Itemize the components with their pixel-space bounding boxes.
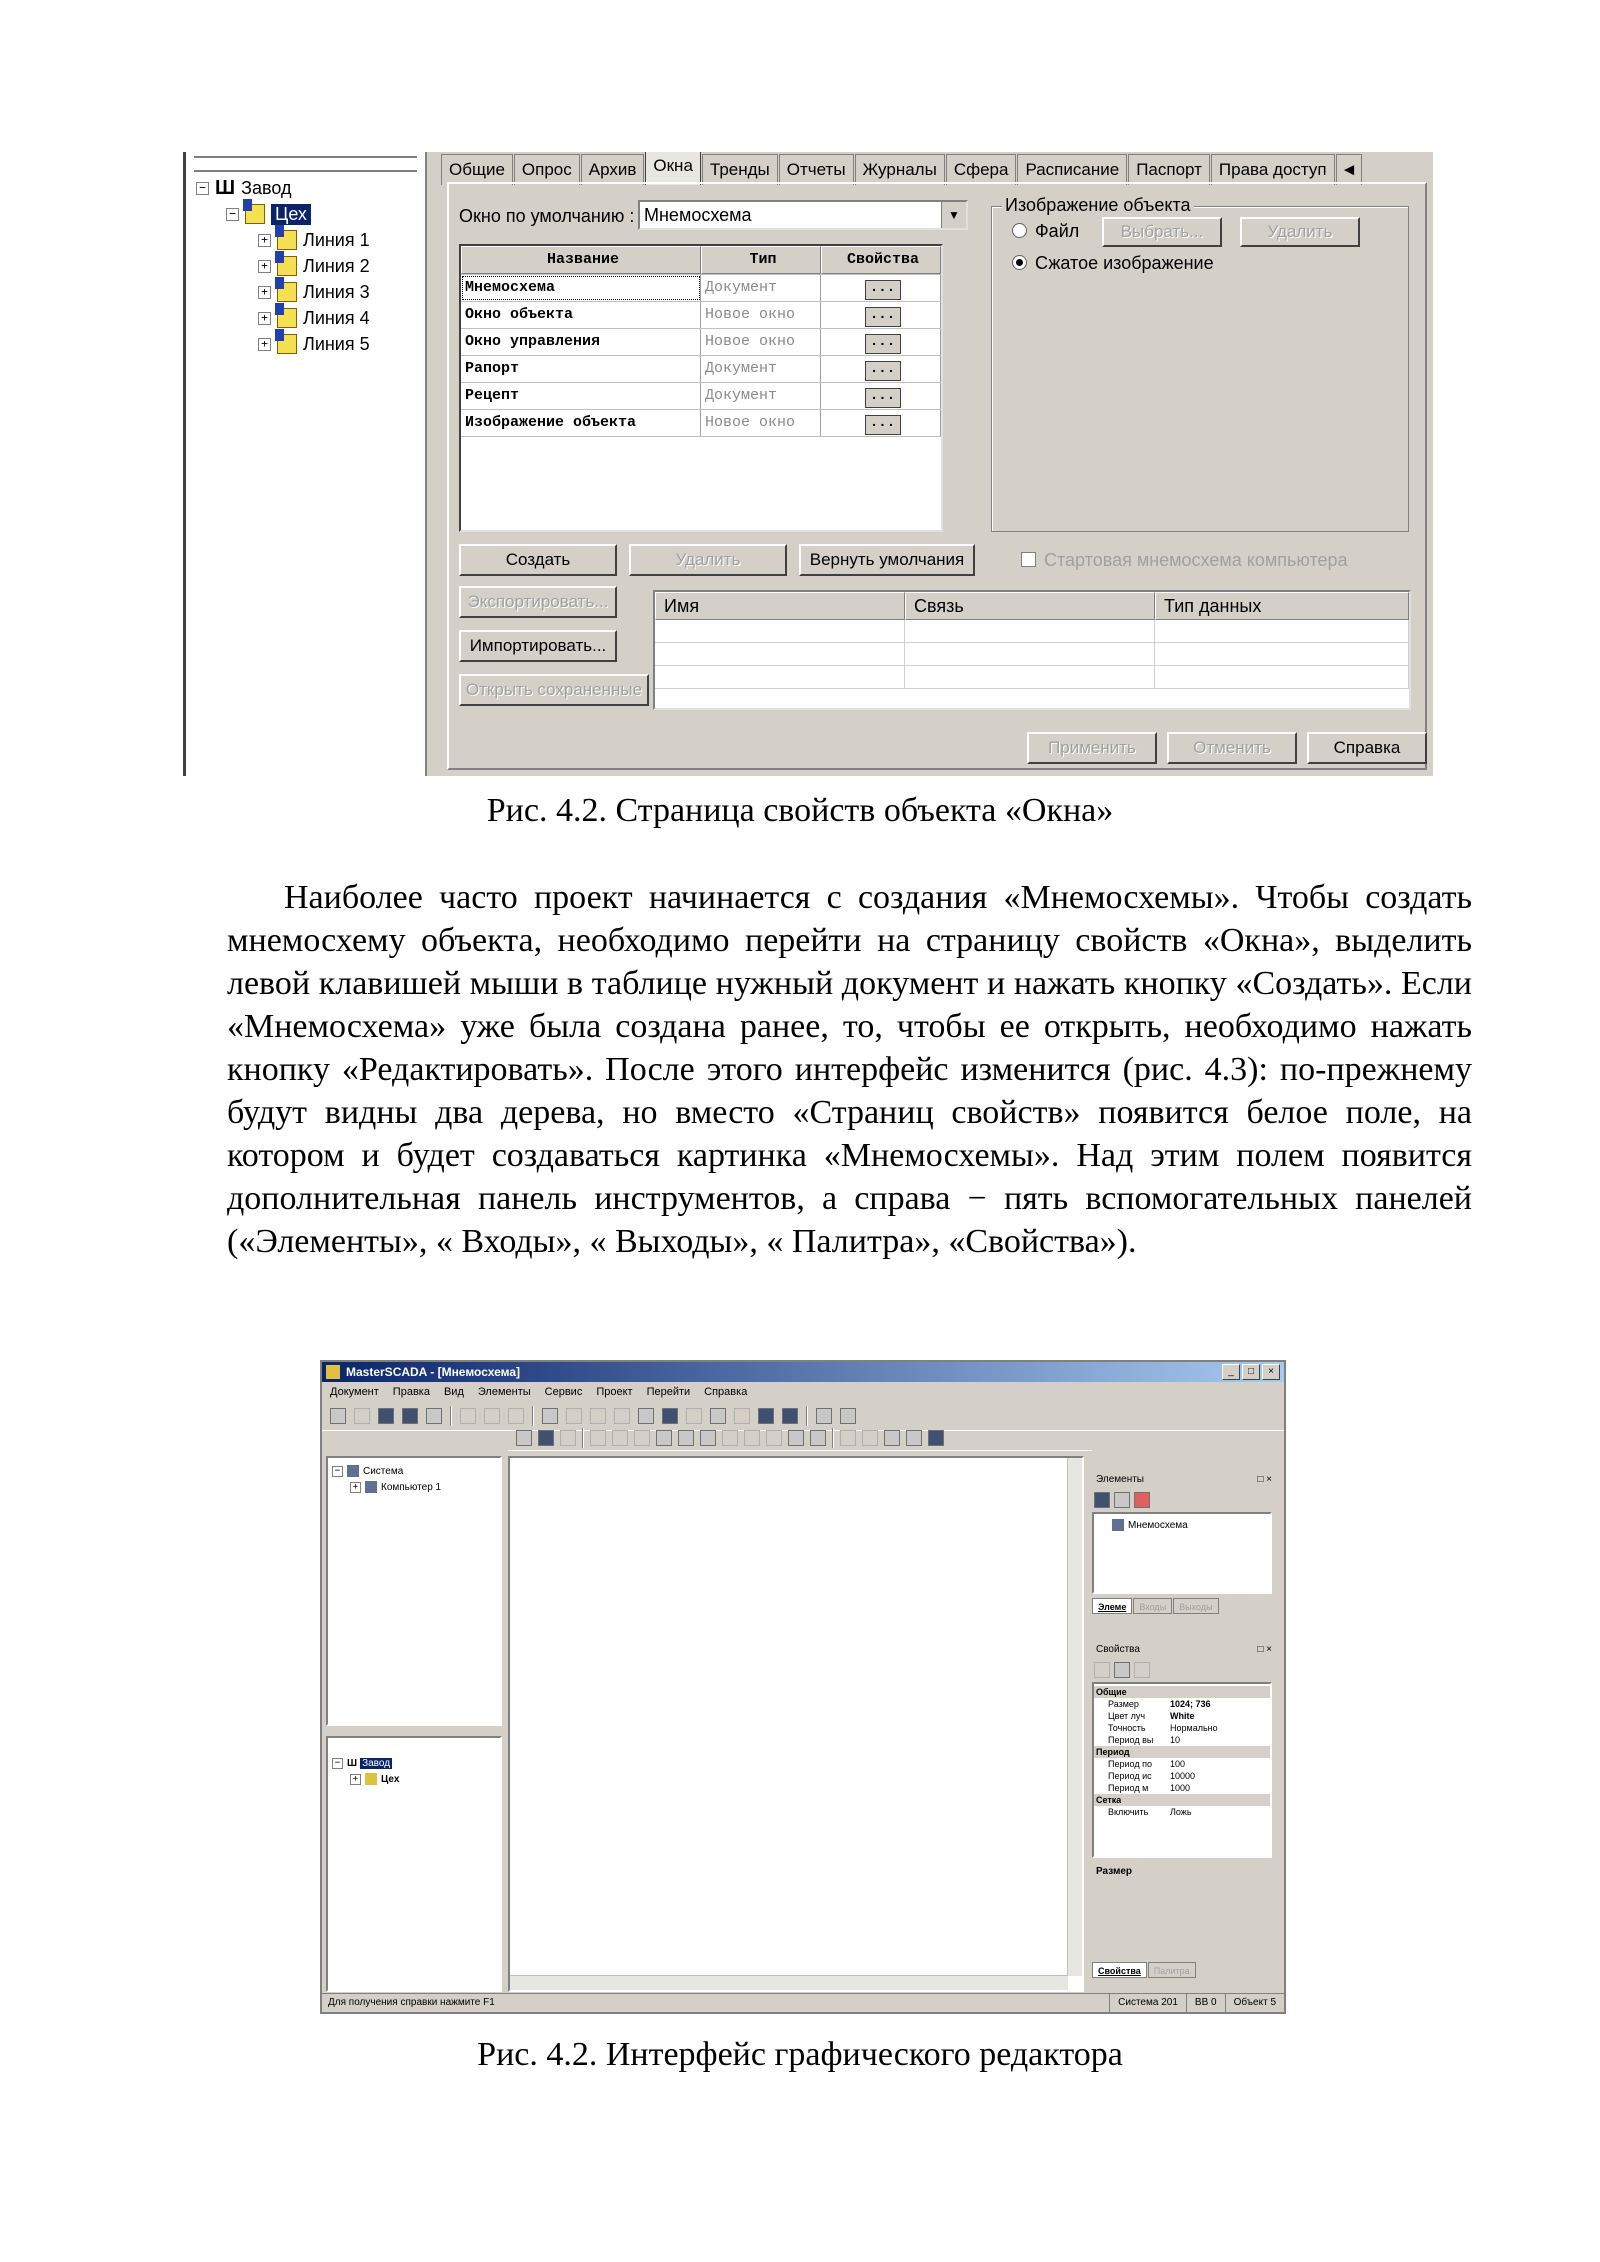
rotate-icon[interactable] [884,1430,900,1446]
collapse-icon[interactable]: − [196,182,209,195]
tab-inputs[interactable]: Входы [1133,1598,1172,1614]
category-label: Общие [1096,1687,1127,1697]
info-icon[interactable] [840,1408,856,1424]
same-size-icon[interactable] [766,1430,782,1446]
table-row[interactable] [461,302,941,329]
separator [806,1406,808,1426]
window-title: MasterSCADA - [Мнемосхема] [346,1365,521,1379]
expand-icon[interactable]: + [258,312,271,325]
app-icon [326,1365,340,1379]
property-pages-icon[interactable] [1134,1662,1150,1678]
property-row[interactable] [1094,1770,1270,1782]
send-back-icon[interactable] [862,1430,878,1446]
paste-icon[interactable] [484,1408,500,1424]
same-height-icon[interactable] [744,1430,760,1446]
tree-node-line-2[interactable] [258,254,370,278]
menu-bar [322,1382,1284,1402]
row-type: Документ [701,275,821,301]
tree-node-workshop[interactable] [350,1772,399,1786]
tab-schedule[interactable]: Расписание [1017,154,1127,185]
tab-elements[interactable]: Элеме [1092,1598,1132,1614]
title-bar [322,1362,1284,1382]
tab-archive[interactable]: Архив [581,154,645,185]
tree-node-workshop[interactable] [226,202,311,226]
object-tree [183,152,427,776]
mnemo-canvas[interactable] [508,1456,1084,1992]
tab-palette[interactable]: Палитра [1148,1962,1196,1978]
delete-image-button[interactable]: Удалить [1240,217,1360,247]
property-row[interactable] [1094,1698,1270,1710]
menu-go[interactable]: Перейти [646,1386,691,1398]
property-value: 1024; 736 [1170,1699,1211,1709]
system-tree-pane [326,1456,502,1726]
row-name: Мнемосхема [461,275,701,301]
default-window-value: Мнемосхема [644,205,752,225]
checkbox-icon[interactable] [1021,552,1036,567]
context-help-icon[interactable] [816,1408,832,1424]
tree-node-computer[interactable] [350,1480,441,1494]
tree-node-label: Линия 3 [303,281,370,302]
row-properties [821,383,941,409]
separator [532,1406,534,1426]
radio-on-icon[interactable] [1012,255,1027,270]
forward-icon[interactable] [614,1408,630,1424]
new-icon[interactable] [330,1408,346,1424]
property-key: Цвет луч [1108,1711,1146,1721]
tree-node-plant[interactable] [332,1756,392,1770]
tree-node-system[interactable] [332,1464,403,1478]
properties-panel-tabs [1092,1962,1197,1978]
editor-toolbar [508,1426,1092,1451]
import-button[interactable]: Импортировать... [459,630,617,662]
properties-button[interactable]: ... [865,361,901,381]
column-header-type[interactable]: Тип [701,246,821,274]
elements-panel-toolbar [1094,1492,1150,1508]
figure2-caption: Рис. 4.2. Интерфейс графического редактора [477,2036,1123,2073]
expand-icon[interactable]: + [258,234,271,247]
property-key: Размер [1108,1699,1139,1709]
delete-button[interactable]: Удалить [629,544,787,576]
tree-node-line-3[interactable] [258,280,370,304]
menu-project[interactable]: Проект [596,1386,633,1398]
export-button[interactable]: Экспортировать... [459,586,617,618]
status-bar [322,1993,1284,2012]
categorized-icon[interactable] [1094,1662,1110,1678]
empty-row [655,620,1409,643]
archive-icon[interactable] [426,1408,442,1424]
tree-node-label: Цех [271,204,311,225]
tree-node-line-1[interactable] [258,228,370,252]
empty-row [655,643,1409,666]
bindings-table [653,590,1411,710]
status-hint: Для получения справки нажмите F1 [328,1997,495,2008]
group-title: Изображение объекта [1002,195,1194,216]
layer-icon[interactable] [928,1430,944,1446]
tab-scroll-left-icon[interactable]: ◄ [1336,154,1363,185]
property-row[interactable] [1094,1782,1270,1794]
elements-list [1092,1512,1272,1594]
row-type: Новое окно [701,302,821,328]
maximize-icon[interactable]: □ [1242,1364,1260,1380]
status-object [1225,1994,1284,2012]
panel-close-icon[interactable]: □ × [1257,1474,1272,1485]
row-properties [821,329,941,355]
property-value: Нормально [1170,1723,1218,1733]
status-system-label: Система [1118,1997,1159,2008]
property-key: Период ис [1108,1771,1152,1781]
space-vertical-icon[interactable] [810,1430,826,1446]
panel-close-icon[interactable]: □ × [1257,1644,1272,1655]
row-type: Документ [701,383,821,409]
vertical-scrollbar[interactable] [1067,1458,1082,1976]
column-header-name[interactable]: Имя [655,592,905,620]
checkbox-label: Стартовая мнемосхема компьютера [1044,550,1348,570]
compile-icon[interactable] [758,1408,774,1424]
save-all-icon[interactable] [402,1408,418,1424]
panel-title: Свойства [1096,1644,1140,1655]
expand-icon[interactable]: + [258,286,271,299]
property-row[interactable] [1094,1806,1270,1818]
tab-general[interactable]: Общие [441,154,513,185]
table-row[interactable] [461,275,941,302]
element-props-icon[interactable] [1114,1492,1130,1508]
hand-icon[interactable] [710,1408,726,1424]
property-key: Период вы [1108,1735,1154,1745]
properties-panel-title [1092,1642,1276,1658]
property-category[interactable] [1094,1746,1270,1758]
plant-icon: Ш [215,176,236,199]
tree-node-label: Завод [362,1757,391,1769]
property-value: Ложь [1170,1807,1192,1817]
link-icon[interactable] [734,1408,750,1424]
tab-journals[interactable]: Журналы [855,154,945,185]
default-window-label: Окно по умолчанию : [459,206,635,226]
property-key: Включить [1108,1807,1149,1817]
help-button[interactable]: Справка [1307,732,1427,764]
system-icon [347,1465,359,1477]
cancel-button[interactable]: Отменить [1167,732,1297,764]
property-row[interactable] [1094,1722,1270,1734]
window-buttons [1222,1364,1280,1380]
property-tabs [441,154,1433,184]
row-type: Новое окно [701,329,821,355]
column-header-datatype[interactable]: Тип данных [1155,592,1409,620]
properties-button[interactable]: ... [865,334,901,354]
row-properties [821,356,941,382]
compressed-image-option[interactable] [1012,253,1214,274]
horizontal-scrollbar[interactable] [510,1975,1068,1990]
tree-node-label: Завод [241,177,292,198]
separator [450,1406,452,1426]
same-width-icon[interactable] [722,1430,738,1446]
apply-button[interactable]: Применить [1027,732,1157,764]
table-row[interactable] [461,383,941,410]
expand-icon[interactable]: + [258,338,271,351]
create-button[interactable]: Создать [459,544,617,576]
row-properties [821,275,941,301]
line-folder-icon [277,308,297,328]
table-row[interactable] [461,329,941,356]
menu-elements[interactable]: Элементы [477,1386,531,1398]
tree-node-plant[interactable] [196,176,291,200]
row-name: Окно объекта [461,302,701,328]
expand-icon[interactable]: + [350,1774,361,1785]
separator [832,1428,834,1448]
properties-button[interactable]: ... [865,307,901,327]
tree-node-label: Компьютер 1 [381,1481,442,1493]
column-header-properties[interactable]: Свойства [821,246,941,274]
run-icon[interactable] [782,1408,798,1424]
properties-button[interactable]: ... [865,280,901,300]
table-row[interactable] [461,410,941,437]
separator [582,1428,584,1448]
bring-front-icon[interactable] [840,1430,856,1446]
tab-windows[interactable]: Окна [645,152,701,185]
pencil-icon[interactable] [662,1408,678,1424]
folder-icon [365,1773,377,1785]
table-row[interactable] [461,356,941,383]
tab-outputs[interactable]: Выходы [1173,1598,1218,1614]
body-paragraph: Наиболее часто проект начинается с создания «Мнемосхемы». Чтобы создать мнемосхему объекта, необходимо перейти на страницу свойств «Окна», выделить левой клавишей мыши в таблице нужный документ и нажать кнопку «Создать». Если «Мнемосхема» уже была создана ранее, то, чтобы ее открыть, необходимо нажать кнопку «Редактировать». После этого интерфейс изменится (рис. 4.3): по-прежнему будут видны два дерева, но вместо «Страниц свойств» появится белое поле, на котором и будет создаваться картинка «Мнемосхемы». Над этим полем появится дополнительная панель инструментов, а справа − пять вспомогательных панелей («Элементы», « Входы», « Выходы», « Палитра», «Свойства»). [227,879,1472,1260]
properties-grid [1092,1682,1272,1858]
list-item-label: Мнемосхема [1128,1519,1188,1531]
object-image-group [991,195,1409,532]
row-name: Изображение объекта [461,410,701,436]
compressed-option-label: Сжатое изображение [1035,253,1214,273]
align-right-icon[interactable] [634,1430,650,1446]
bindings-header [655,592,1409,620]
tree-node-label: Линия 1 [303,229,370,250]
flip-icon[interactable] [906,1430,922,1446]
startup-mnemo-checkbox[interactable] [1021,550,1348,571]
property-row[interactable] [1094,1710,1270,1722]
category-label: Период [1096,1747,1130,1757]
align-bottom-icon[interactable] [700,1430,716,1446]
line-folder-icon [277,230,297,250]
radio-off-icon[interactable] [1012,223,1027,238]
tree-node-line-5[interactable] [258,332,370,356]
space-horizontal-icon[interactable] [788,1430,804,1446]
dropdown-arrow-icon[interactable]: ▼ [941,202,966,228]
list-item-mnemo[interactable] [1112,1518,1188,1532]
empty-row [655,666,1409,689]
property-category[interactable] [1094,1686,1270,1698]
property-key: Период по [1108,1759,1152,1769]
tree-node-label: Система [363,1465,404,1477]
menu-help[interactable]: Справка [704,1386,748,1398]
close-icon[interactable]: × [1262,1364,1280,1380]
redo-icon[interactable] [566,1408,582,1424]
windows-table [459,244,943,532]
menu-view[interactable]: Вид [443,1386,464,1398]
panel-title: Элементы [1096,1474,1144,1485]
status-object-count: 5 [1270,1997,1276,2008]
workshop-folder-icon [245,204,265,224]
align-top-icon[interactable] [656,1430,672,1446]
properties-window-screenshot [183,152,1433,776]
sort-az-icon[interactable] [1114,1662,1130,1678]
save-icon[interactable] [378,1408,394,1424]
back-icon[interactable] [590,1408,606,1424]
align-left-icon[interactable] [590,1430,606,1446]
ungroup-icon[interactable] [560,1430,576,1446]
properties-panel-toolbar [1094,1662,1150,1678]
tree-node-label: Линия 2 [303,255,370,276]
tab-properties[interactable]: Свойства [1092,1962,1147,1978]
property-value: 10000 [1170,1771,1196,1781]
minimize-icon[interactable]: _ [1222,1364,1240,1380]
elements-panel-title [1092,1472,1276,1488]
row-name: Рецепт [461,383,701,409]
tab-reports[interactable]: Отчеты [779,154,854,185]
property-row[interactable] [1094,1758,1270,1770]
tab-sphere[interactable]: Сфера [946,154,1017,185]
group-icon[interactable] [538,1430,554,1446]
tree-node-label: Линия 4 [303,307,370,328]
collapse-icon[interactable]: − [332,1466,343,1477]
property-key: Точность [1108,1723,1146,1733]
property-category[interactable] [1094,1794,1270,1806]
plant-icon: Ш [347,1757,358,1769]
property-description: Размер [1096,1866,1133,1877]
property-value: 10 [1170,1735,1181,1745]
collapse-icon[interactable]: − [332,1758,343,1769]
choose-file-button[interactable]: Выбрать... [1102,217,1222,247]
add-element-icon[interactable] [1094,1492,1110,1508]
column-header-name[interactable]: Название [461,246,701,274]
file-option-label: Файл [1035,221,1080,241]
elements-panel-tabs [1092,1598,1220,1614]
tree-node-label: Цех [381,1773,400,1785]
open-saved-button[interactable]: Открыть сохраненные [459,674,649,706]
row-name: Окно управления [461,329,701,355]
computer-icon [365,1481,377,1493]
tab-passport[interactable]: Паспорт [1128,154,1210,185]
menu-edit[interactable]: Правка [392,1386,430,1398]
tree-header-line [194,156,417,172]
copy-icon[interactable] [460,1408,476,1424]
status-io-label: ВВ [1194,1997,1209,2008]
row-type: Документ [701,356,821,382]
undo-icon[interactable] [542,1408,558,1424]
property-value: 100 [1170,1759,1186,1769]
default-window-select[interactable] [638,200,968,230]
menu-document[interactable]: Документ [330,1386,379,1398]
property-value: White [1170,1711,1195,1721]
row-properties [821,410,941,436]
delete-icon[interactable] [508,1408,524,1424]
status-system-count: 201 [1161,1997,1178,2008]
delete-element-icon[interactable] [1134,1492,1150,1508]
column-header-link[interactable]: Связь [905,592,1155,620]
file-option[interactable] [1012,221,1079,242]
status-object-label: Объект [1233,1997,1268,2008]
line-folder-icon [277,256,297,276]
align-middle-icon[interactable] [678,1430,694,1446]
object-tree-pane [326,1736,502,1992]
table-header [461,246,941,275]
line-folder-icon [277,282,297,302]
row-name: Рапорт [461,356,701,382]
menu-service[interactable]: Сервис [544,1386,583,1398]
align-center-icon[interactable] [612,1430,628,1446]
expand-icon[interactable]: + [258,260,271,273]
line-folder-icon [277,334,297,354]
restore-defaults-button[interactable]: Вернуть умолчания [799,544,975,576]
property-value: 1000 [1170,1783,1191,1793]
status-io [1186,1994,1225,2012]
mnemo-icon [1112,1519,1124,1531]
property-key: Период м [1108,1783,1149,1793]
property-row[interactable] [1094,1734,1270,1746]
graphic-editor-screenshot [320,1360,1286,2014]
tree-node-label: Линия 5 [303,333,370,354]
category-label: Сетка [1096,1795,1122,1805]
status-io-count: 0 [1211,1997,1217,2008]
tab-polling[interactable]: Опрос [514,154,580,185]
row-properties [821,302,941,328]
window-icon[interactable] [638,1408,654,1424]
tab-access-rights[interactable]: Права доступ [1211,154,1335,185]
status-system [1109,1994,1186,2012]
collapse-icon[interactable]: − [226,208,239,221]
figure1-caption: Рис. 4.2. Страница свойств объекта «Окна» [486,792,1114,829]
row-type: Новое окно [701,410,821,436]
expand-icon[interactable]: + [350,1482,361,1493]
grid-icon[interactable] [686,1408,702,1424]
cut-icon[interactable] [354,1408,370,1424]
tree-node-line-4[interactable] [258,306,370,330]
select-icon[interactable] [516,1430,532,1446]
tab-trends[interactable]: Тренды [702,154,778,185]
properties-button[interactable]: ... [865,388,901,408]
properties-button[interactable]: ... [865,415,901,435]
